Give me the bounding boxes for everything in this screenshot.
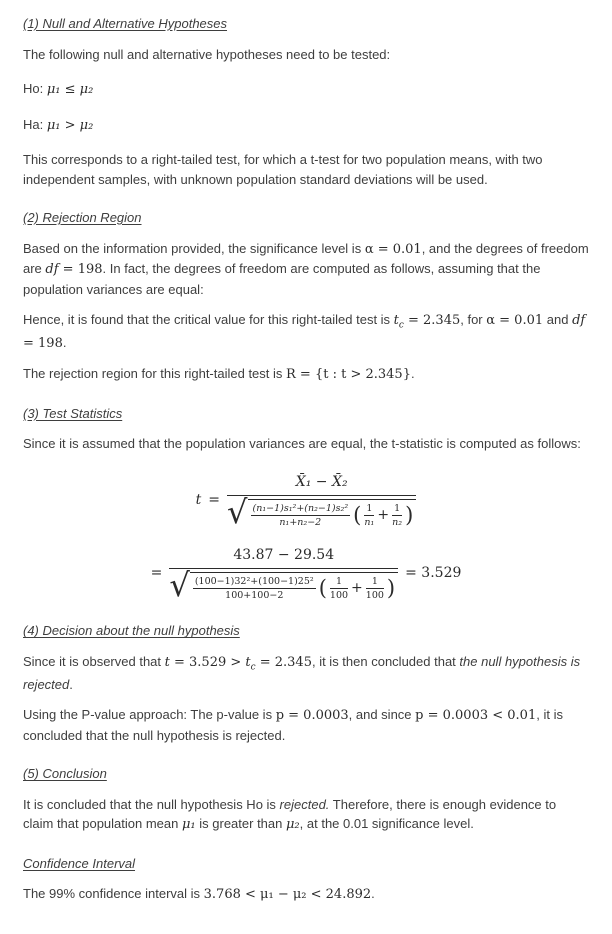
- s4-decision-paragraph: [23, 652, 589, 694]
- square-root: [226, 492, 416, 531]
- fraction-numerator: 43.87 − 29.54: [169, 545, 398, 569]
- alt-hypothesis-line: [23, 115, 589, 136]
- alpha-value: α = 0.01: [364, 241, 422, 257]
- one-over-n2-fraction: [366, 576, 384, 602]
- mu2-var: μ₂: [285, 817, 300, 833]
- s2-rejection-region-paragraph: [23, 364, 589, 385]
- fraction-denominator: [169, 565, 398, 604]
- s4-pvalue-paragraph: [23, 705, 589, 745]
- text-run: This corresponds to a right-tailed test, for which a t-test for two population means, with two independent samples, with unknown population standard deviations will be used.: [23, 152, 543, 187]
- numerator-one: 1: [330, 576, 348, 589]
- section-5-heading: (5) Conclusion: [23, 766, 107, 782]
- text-run: .: [69, 676, 73, 692]
- s3-intro-paragraph: [23, 434, 589, 454]
- pooled-variance-fraction: [193, 576, 316, 602]
- text-run: Since it is assumed that the population variances are equal, the t-statistic is computed as follows:: [23, 436, 581, 452]
- s1-test-description-paragraph: [23, 150, 589, 189]
- text-run: , it is concluded that the null hypothesis is rejected.: [23, 707, 563, 743]
- text-run: Therefore, there is enough evidence to claim that population mean: [23, 796, 557, 832]
- tc-var: t: [393, 313, 399, 328]
- t-comparison: = 3.529 >: [169, 654, 246, 670]
- result-value: = 3.529: [405, 565, 462, 582]
- h0-math: μ₁ ≤ μ₂: [46, 82, 94, 97]
- section-2-heading: (2) Rejection Region: [23, 210, 142, 225]
- h0-label: Ho:: [23, 81, 47, 96]
- numerator-one: 1: [366, 576, 384, 589]
- ha-math: μ₁ > μ₂: [46, 117, 94, 133]
- s2-significance-paragraph: [23, 239, 589, 300]
- square-root: [169, 565, 398, 604]
- s1-intro-paragraph: [23, 45, 589, 65]
- text-run: Using the P-value approach: The p-value is: [23, 707, 276, 723]
- formula-numeric-line: [151, 545, 462, 603]
- text-run: The 99% confidence interval is: [23, 886, 204, 902]
- pooled-denominator: n₁+n₂−2: [279, 517, 322, 529]
- text-run: , at the 0.01 significance level.: [299, 816, 474, 832]
- numerator-one: 1: [392, 503, 402, 516]
- radical-sign: √: [226, 492, 248, 531]
- df-var: df: [572, 313, 586, 328]
- plus-sign: +: [351, 580, 363, 597]
- text-run: , and since: [348, 707, 416, 723]
- p-value: p = 0.0003: [275, 708, 349, 724]
- text-run: .: [62, 334, 67, 350]
- numerator-one: 1: [364, 503, 374, 516]
- equals-sign: =: [150, 565, 163, 582]
- text-run: Based on the information provided, the significance level is: [23, 240, 365, 256]
- one-over-n1-fraction: [364, 503, 374, 529]
- emphasized-rejected: rejected.: [279, 796, 330, 812]
- denominator-n2: n₂: [392, 517, 403, 529]
- text-run: .: [371, 886, 375, 902]
- s5-conclusion-paragraph: [23, 795, 589, 835]
- tc-value: = 2.345: [255, 654, 312, 670]
- text-run: .: [410, 366, 415, 382]
- text-run: is greater than: [195, 816, 286, 832]
- section-3-heading: (3) Test Statistics: [23, 405, 123, 421]
- text-run: Hence, it is found that the critical value for this right-tailed test is: [23, 312, 394, 327]
- tc-subscript: c: [398, 320, 404, 331]
- alpha-value: α = 0.01: [486, 313, 544, 328]
- main-fraction: [169, 545, 398, 603]
- formula-symbolic-line: [196, 472, 417, 530]
- text-run: . In fact, the degrees of freedom are computed as follows, assuming that the population variances are equal:: [23, 261, 541, 297]
- rejection-region-set: R = {t : t > 2.345}: [286, 367, 411, 383]
- equals-sign: =: [208, 492, 220, 509]
- close-paren: ): [386, 576, 396, 601]
- fraction-numerator: X̄₁ − X̄₂: [227, 472, 416, 496]
- mu1-var: μ₁: [181, 817, 196, 833]
- tc-subscript: c: [250, 662, 256, 673]
- emphasized-conclusion: the null hypothesis is rejected: [23, 653, 581, 692]
- t-statistic-derivation: [23, 472, 589, 603]
- df-var: df: [45, 262, 59, 277]
- s2-critical-value-paragraph: [23, 310, 589, 353]
- pooled-numerator: (100−1)32²+(100−1)25²: [193, 576, 316, 589]
- t-var: t: [195, 492, 202, 509]
- close-paren: ): [405, 503, 414, 528]
- denominator-n1: 100: [329, 590, 349, 602]
- text-run: The following null and alternative hypotheses need to be tested:: [23, 46, 391, 62]
- text-run: , and the degrees of freedom are: [23, 240, 589, 276]
- df-value: = 198: [58, 262, 103, 277]
- text-run: Since it is observed that: [23, 653, 165, 669]
- denominator-n2: 100: [365, 590, 384, 602]
- pooled-variance-fraction: [251, 503, 351, 529]
- pooled-numerator: (n₁−1)s₁²+(n₂−1)s₂²: [251, 503, 351, 516]
- radical-sign: √: [169, 565, 190, 604]
- tc-var: t: [245, 654, 251, 670]
- main-fraction: [227, 472, 416, 530]
- df-value: = 198: [23, 335, 63, 351]
- radicand: [248, 499, 417, 530]
- fraction-denominator: [226, 492, 416, 531]
- null-hypothesis-line: [23, 79, 589, 100]
- pooled-denominator: 100+100−2: [225, 590, 284, 602]
- text-run: It is concluded that the null hypothesis Ho is: [23, 796, 280, 812]
- tc-value: = 2.345: [403, 313, 461, 328]
- one-over-n1-fraction: [330, 576, 348, 602]
- one-over-n2-fraction: [392, 503, 402, 529]
- section-4-heading: (4) Decision about the null hypothesis: [23, 623, 240, 639]
- t-var: t: [164, 654, 170, 670]
- text-run: and: [543, 312, 573, 327]
- ha-label: Ha:: [23, 116, 47, 132]
- open-paren: (: [318, 576, 327, 601]
- section-6-heading: Confidence Interval: [23, 855, 136, 871]
- p-comparison: p = 0.0003 < 0.01: [415, 708, 537, 724]
- text-run: , for: [460, 312, 487, 327]
- confidence-interval-values: 3.768 < μ₁ − μ₂ < 24.892: [203, 887, 372, 903]
- open-paren: (: [353, 503, 362, 528]
- text-run: The rejection region for this right-tailed test is: [23, 366, 287, 382]
- section-1-heading: (1) Null and Alternative Hypotheses: [23, 16, 228, 31]
- statistics-solution-document: [23, 14, 589, 905]
- text-run: , it is then concluded that: [311, 653, 460, 669]
- denominator-n1: n₁: [364, 517, 375, 529]
- plus-sign: +: [377, 507, 390, 524]
- s6-confidence-interval-paragraph: [23, 884, 589, 905]
- radicand: [190, 572, 398, 603]
